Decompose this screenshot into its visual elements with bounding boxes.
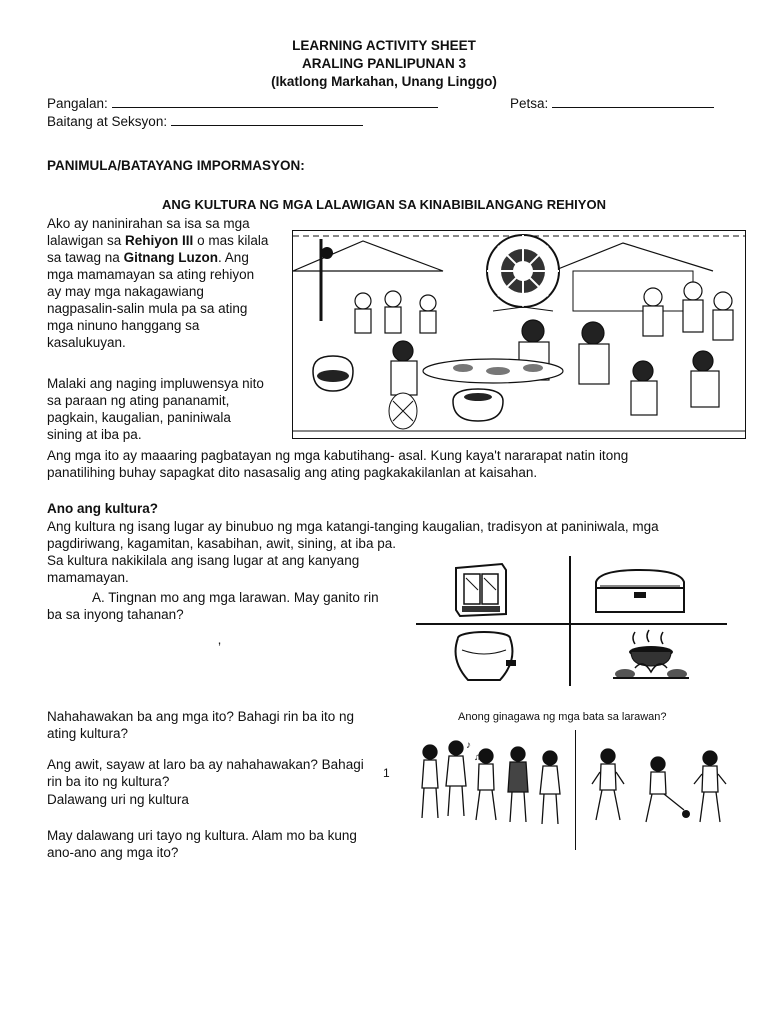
children-divider-line: [575, 730, 576, 850]
kultura-definition: Ang kultura ng isang lugar ay binubuo ng mga katangi-tanging kaugalian, tradisyon at paniniwala, mga pagdiriwang, kagamitan, kasabihan, awit, sining, at iba pa. Sa kultura nakikilala ang isang lugar at ang kanyang mamamayan.: [47, 519, 659, 585]
name-label: Pangalan:: [47, 96, 108, 111]
grade-label: Baitang at Seksyon:: [47, 114, 168, 129]
grid-horizontal-line: [416, 623, 727, 625]
section-intro-heading: PANIMULA/BATAYANG IMPORMASYON:: [47, 158, 305, 173]
date-field: [510, 95, 714, 111]
lesson-subtitle: ANG KULTURA NG MGA LALAWIGAN SA KINABIBILANGANG REHIYON: [162, 197, 606, 212]
svg-text:♪: ♪: [466, 740, 471, 751]
festival-illustration: [292, 230, 746, 439]
sheet-title: LEARNING ACTIVITY SHEET: [292, 38, 476, 53]
grade-blank[interactable]: [171, 113, 363, 126]
question-4: May dalawang uri tayo ng kultura. Alam mo ba kung ano-ano ang mga ito?: [47, 828, 357, 860]
wooden-chest-icon: [590, 568, 690, 616]
children-playing-illustration: [590, 744, 730, 834]
stray-number: 1: [383, 766, 390, 780]
intro-paragraph-2: Malaki ang naging impluwensya nito sa paraan ng ating pananamit, pagkain, kaugalian, paniniwala sining at iba pa.: [47, 376, 264, 442]
subject-title: ARALING PANLIPUNAN 3: [301, 56, 466, 71]
cabinet-icon: [452, 560, 510, 618]
intro-paragraph-1: Ako ay naninirahan sa isa sa mga lalawigan sa Rehiyon III o mas kilala sa tawag na Gitnang Luzon. Ang mga mamamayan sa ating rehiyon ay may mga nakagawiang nagpasalin-salin mula pa sa ating mga ninuno hanggang sa kasalukuyan.: [47, 216, 269, 350]
children-singing-illustration: [414, 738, 570, 834]
date-label: Petsa:: [510, 96, 549, 111]
kultura-heading: Ano ang kultura?: [47, 501, 158, 516]
activity-a-instruction: A. Tingnan mo ang mga larawan. May ganito rin ba sa inyong tahanan?: [47, 590, 379, 622]
quarter-week: (Ikatlong Markahan, Unang Linggo): [271, 74, 497, 89]
figure-caption: Anong ginagawa ng mga bata sa larawan?: [458, 711, 667, 723]
stray-mark: ’: [218, 640, 221, 655]
cooking-stove-icon: [605, 628, 697, 684]
question-1: Nahahawakan ba ang mga ito? Bahagi rin ba ito ng ating kultura?: [47, 709, 354, 741]
clay-jar-icon: [448, 630, 520, 686]
name-field: [47, 95, 438, 111]
svg-text:♫: ♫: [474, 752, 482, 763]
grid-vertical-line: [569, 556, 571, 686]
question-2: Ang awit, sayaw at laro ba ay nahahawakan? Bahagi rin ba ito ng kultura?: [47, 757, 364, 789]
date-blank[interactable]: [552, 95, 714, 108]
intro-paragraph-3: Ang mga ito ay maaaring pagbatayan ng mga kabutihang- asal. Kung kaya't nararapat natin itong panatilihing buhay sapagkat dito nasasalig ang ating pagkakakilanlan at kaisahan.: [47, 448, 629, 480]
grade-section-field: [47, 113, 363, 129]
two-types-heading: Dalawang uri ng kultura: [47, 792, 189, 807]
name-blank[interactable]: [112, 95, 438, 108]
